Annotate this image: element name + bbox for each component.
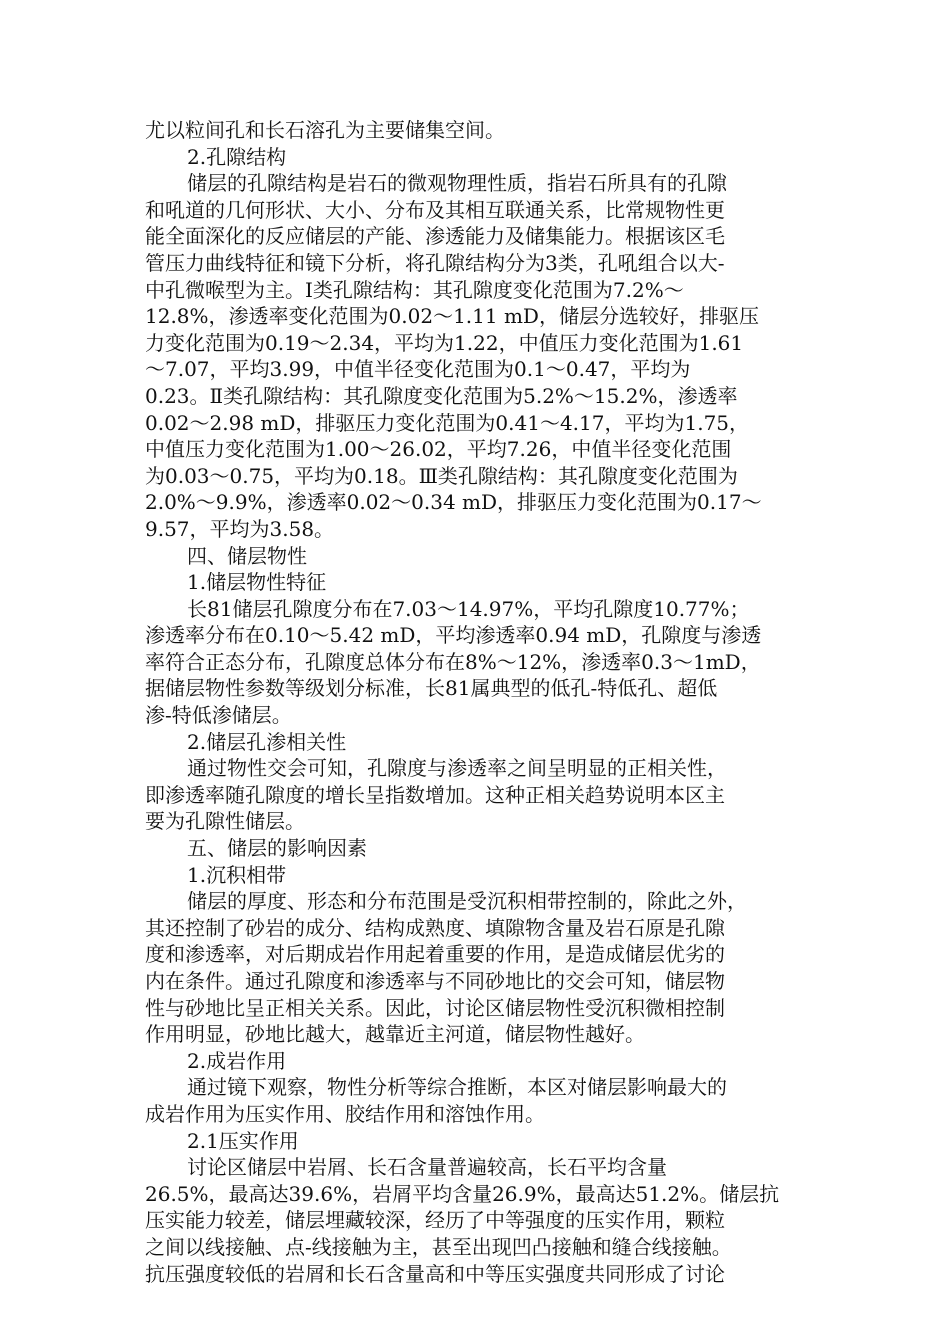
text-line: 即渗透率随孔隙度的增长呈指数增加。这种正相关趋势说明本区主 xyxy=(145,782,725,807)
text-line: 2.成岩作用 xyxy=(187,1048,287,1073)
text-line: 2.孔隙结构 xyxy=(187,144,287,169)
text-line: 抗压强度较低的岩屑和长石含量高和中等压实强度共同形成了讨论 xyxy=(145,1261,725,1286)
text-line: 能全面深化的反应储层的产能、渗透能力及储集能力。根据该区毛 xyxy=(145,224,725,249)
text-line: 储层的厚度、形态和分布范围是受沉积相带控制的，除此之外， xyxy=(187,889,747,914)
text-line: 管压力曲线特征和镜下分析，将孔隙结构分为3类，孔吼组合以大- xyxy=(145,250,725,275)
text-line: 据储层物性参数等级划分标准，长81属典型的低孔-特低孔、超低 xyxy=(145,676,718,701)
text-line: 2.储层孔渗相关性 xyxy=(187,729,347,754)
text-line: 其还控制了砂岩的成分、结构成熟度、填隙物含量及岩石原是孔隙 xyxy=(145,915,725,940)
text-line: 中值压力变化范围为1.00～26.02，平均7.26，中值半径变化范围 xyxy=(145,437,732,462)
text-line: 渗-特低渗储层。 xyxy=(145,703,292,728)
text-line: 力变化范围为0.19～2.34，平均为1.22，中值压力变化范围为1.61 xyxy=(145,330,744,355)
text-line: 9.57，平均为3.58。 xyxy=(145,516,335,541)
text-line: 尤以粒间孔和长石溶孔为主要储集空间。 xyxy=(145,118,505,142)
text-line: 要为孔隙性储层。 xyxy=(145,809,305,834)
text-line: 四、储层物性 xyxy=(187,543,307,568)
text-line: 渗透率分布在0.10～5.42 mD，平均渗透率0.94 mD，孔隙度与渗透 xyxy=(145,623,762,648)
text-line: 讨论区储层中岩屑、长石含量普遍较高，长石平均含量 xyxy=(187,1155,667,1180)
text-line: 度和渗透率，对后期成岩作用起着重要的作用，是造成储层优劣的 xyxy=(145,942,725,967)
text-line: 和吼道的几何形状、大小、分布及其相互联通关系，比常规物性更 xyxy=(145,197,725,222)
text-line: 内在条件。通过孔隙度和渗透率与不同砂地比的交会可知，储层物 xyxy=(145,969,725,993)
text-line: 0.02～2.98 mD，排驱压力变化范围为0.41～4.17，平均为1.75， xyxy=(145,410,750,435)
text-line: 储层的孔隙结构是岩石的微观物理性质，指岩石所具有的孔隙 xyxy=(187,171,727,196)
text-line: 12.8%，渗透率变化范围为0.02～1.11 mD，储层分选较好，排驱压 xyxy=(145,304,759,329)
text-line: ～7.07，平均3.99，中值半径变化范围为0.1～0.47，平均为 xyxy=(145,357,691,382)
text-line: 中孔微喉型为主。Ⅰ类孔隙结构：其孔隙度变化范围为7.2%～ xyxy=(145,277,684,302)
text-line: 通过物性交会可知，孔隙度与渗透率之间呈明显的正相关性， xyxy=(187,756,727,781)
text-line: 五、储层的影响因素 xyxy=(187,836,367,861)
text-line: 长81储层孔隙度分布在7.03～14.97%，平均孔隙度10.77%； xyxy=(187,596,750,621)
text-line: 2.0%～9.9%，渗透率0.02～0.34 mD，排驱压力变化范围为0.17～ xyxy=(145,490,762,515)
text-line: 率符合正态分布，孔隙度总体分布在8%～12%，渗透率0.3～1mD， xyxy=(145,649,761,674)
text-line: 压实能力较差，储层埋藏较深，经历了中等强度的压实作用，颗粒 xyxy=(145,1208,725,1233)
text-line: 1.沉积相带 xyxy=(187,862,287,887)
text-line: 2.1压实作用 xyxy=(187,1128,299,1153)
text-line: 1.储层物性特征 xyxy=(187,570,327,595)
text-line: 性与砂地比呈正相关关系。因此，讨论区储层物性受沉积微相控制 xyxy=(145,995,725,1020)
text-line: 26.5%，最高达39.6%，岩屑平均含量26.9%，最高达51.2%。储层抗 xyxy=(145,1181,780,1206)
text-line: 之间以线接触、点-线接触为主，甚至出现凹凸接触和缝合线接触。 xyxy=(145,1234,732,1259)
text-line: 通过镜下观察，物性分析等综合推断，本区对储层影响最大的 xyxy=(187,1075,727,1100)
text-line: 成岩作用为压实作用、胶结作用和溶蚀作用。 xyxy=(145,1101,545,1126)
text-line: 作用明显，砂地比越大，越靠近主河道，储层物性越好。 xyxy=(145,1022,645,1047)
text-line: 0.23。Ⅱ类孔隙结构：其孔隙度变化范围为5.2%～15.2%，渗透率 xyxy=(145,383,738,408)
document-body xyxy=(145,117,810,1287)
text-line: 为0.03～0.75，平均为0.18。Ⅲ类孔隙结构：其孔隙度变化范围为 xyxy=(145,463,738,488)
